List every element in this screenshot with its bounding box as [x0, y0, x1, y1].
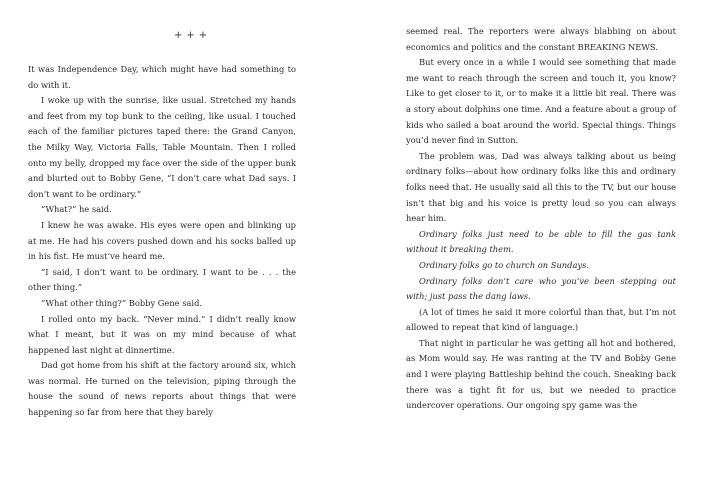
paragraph: Dad got home from his shift at the factory around six, which was normal. He turned on the television, piping through the house the sound of news reports about things that were happening so far from here that they barely: [28, 360, 296, 418]
left-page-text: [28, 62, 296, 421]
italic-quote: Ordinary folks just need to be able to fill the gas tank without it breaking them.: [406, 228, 676, 255]
paragraph: I knew he was awake. His eyes were open and blinking up at me. He had his covers pushed down and his socks balled up in his fist. He must’ve heard me.: [28, 219, 296, 262]
paragraph: But every once in a while I would see something that made me want to reach through the screen and touch it, you know? Like to get closer to it, or to make it a little bit real. There was a story about dolphins one time. And a feature about a group of kids who sailed a boat around the world. Special things. Things you’d never find in Sutton.: [406, 57, 676, 146]
right-page-text: [406, 24, 676, 414]
paragraph: “I said, I don’t want to be ordinary. I want to be . . . the other thing.”: [28, 266, 296, 293]
paragraph: I woke up with the sunrise, like usual. Stretched my hands and feet from my top bunk to the ceiling, like usual. I touched each of the familiar pictures taped there: the Grand Canyon, the Milky Way, Victoria Falls, Table Mountain. Then I rolled onto my belly, dropped my face over the side of the upper bunk and blurted out to Bobby Gene, “I don’t care what Dad says. I don’t want to be ordinary.”: [28, 95, 296, 199]
paragraph: It was Independence Day, which might have had something to do with it.: [28, 64, 296, 90]
paragraph: “What other thing?” Bobby Gene said.: [41, 297, 203, 308]
paragraph: “What?” he said.: [41, 204, 112, 215]
paragraph: I rolled onto my back. “Never mind.” I didn’t really know what I meant, but it was on my mind because of what happened last night at dinnertime.: [28, 313, 296, 355]
italic-quote: Ordinary folks don’t care who you’ve been stepping out with; just pass the dang laws.: [406, 275, 676, 302]
paragraph: The problem was, Dad was always talking about us being ordinary folks—about how ordinary folks like this and ordinary folks need that. He usually said all this to the TV, but our house isn’t that big and his voice is pretty loud so you can always hear him.: [406, 150, 676, 224]
paragraph: That night in particular he was getting all hot and bothered, as Mom would say. He was ranting at the TV and Bobby Gene and I were playing Battleship behind the couch. Sneaking back there was a tight fit for us, but we needed to practice undercover operations. Our ongoing spy game was the: [406, 337, 676, 411]
paragraph: seemed real. The reporters were always blabbing on about economics and politics and the constant BREAKING NEWS.: [406, 26, 676, 52]
italic-quote: Ordinary folks go to church on Sundays.: [419, 259, 589, 270]
section-break-ornament: +++: [174, 30, 212, 41]
paragraph: (A lot of times he said it more colorful than that, but I’m not allowed to repeat that kind of language.): [406, 306, 676, 333]
